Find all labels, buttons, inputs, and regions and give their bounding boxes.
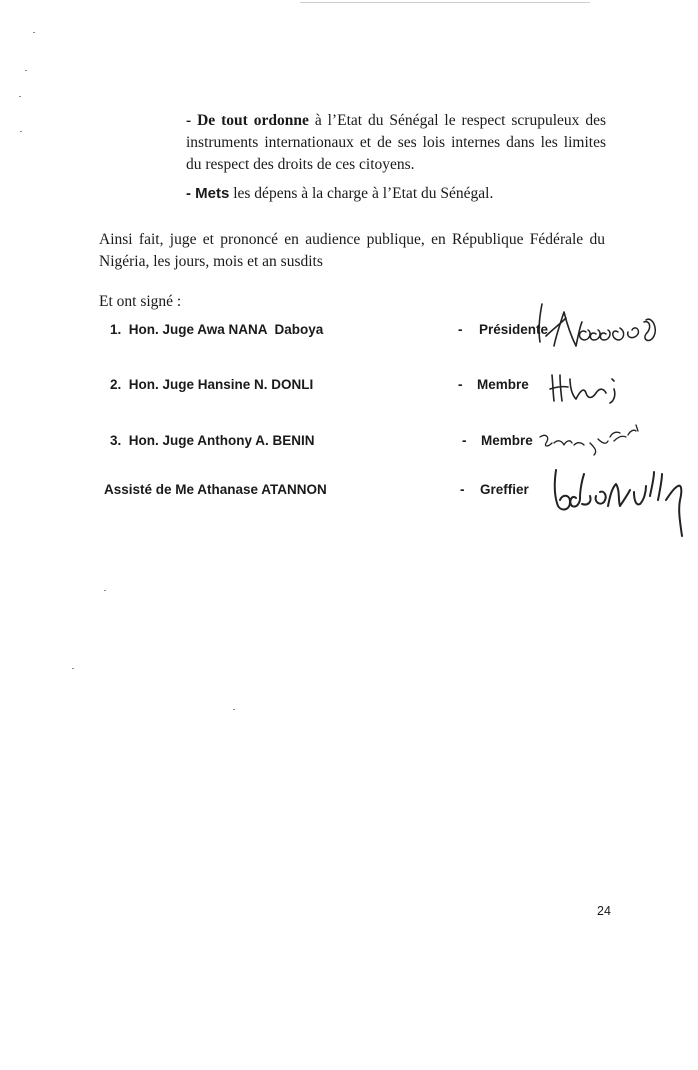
scan-speck [20,131,22,132]
signatory-role: Membre [477,377,529,392]
signatory-dash: - [462,433,467,448]
handwritten-signature-presidente [534,302,662,358]
signatory-dash: - [458,377,463,392]
signed-intro: Et ont signé : [99,293,182,310]
costs-lead: - Mets [186,185,230,202]
signatory-row [0,322,698,362]
signatory-name: 1. Hon. Juge Awa NANA Daboya [110,322,324,337]
signatory-dash: - [460,482,465,497]
signatory-role: Présidente [479,322,549,337]
scan-speck [233,709,235,710]
order-paragraph [186,110,606,176]
handwritten-signature-membre-1 [548,369,624,405]
order-text: à l’Etat du Sénégal le respect scrupuleux des instruments internationaux et de ses lois internes dans les limites du respect des droits de ces citoyens. [186,112,606,173]
signatory-row [0,377,698,417]
scan-speck [25,70,27,71]
scan-speck [33,32,35,33]
scan-speck [104,590,106,591]
signatory-role: Membre [481,433,533,448]
handwritten-signature-greffier [548,466,688,540]
signatory-row [0,482,698,522]
scan-speck [19,96,21,97]
costs-paragraph [186,183,606,205]
costs-text: les dépens à la charge à l’Etat du Sénégal. [229,185,494,202]
signatory-role: Greffier [480,482,529,497]
signatory-name: 2. Hon. Juge Hansine N. DONLI [110,377,314,392]
signatory-dash: - [458,322,463,337]
order-lead: - De tout ordonne [186,112,309,129]
scan-speck [72,668,74,669]
page-number: 24 [597,904,611,918]
closing-paragraph: Ainsi fait, juge et prononcé en audience publique, en République Fédérale du Nigéria, les jours, mois et an susdits [99,231,605,270]
handwritten-signature-membre-2 [536,423,644,457]
signatory-name: Assisté de Me Athanase ATANNON [104,482,327,497]
scan-artifact-line [300,2,590,3]
signatory-name: 3. Hon. Juge Anthony A. BENIN [110,433,315,448]
